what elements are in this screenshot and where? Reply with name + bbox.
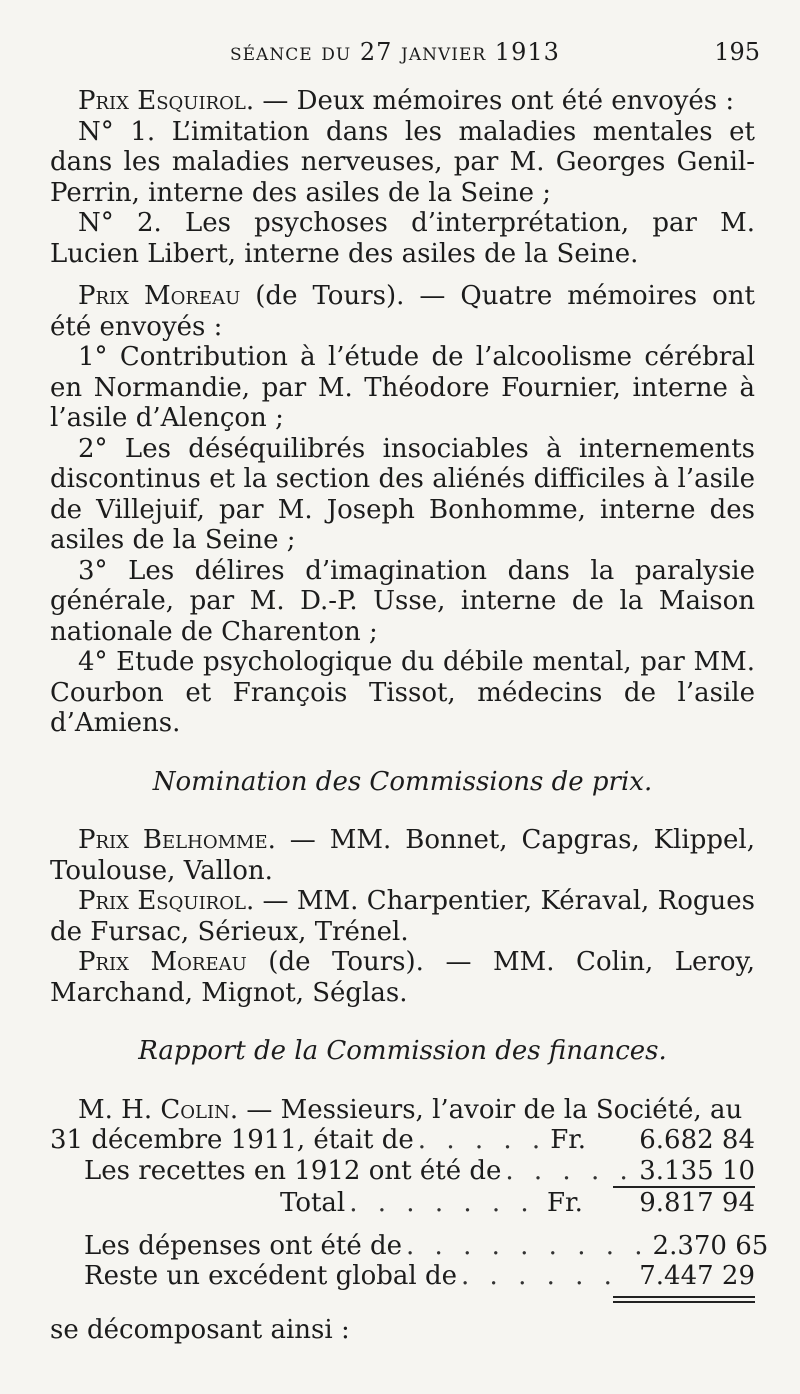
finance-dots: . . . . . . . xyxy=(349,1188,535,1218)
finance-dots: . . . . . xyxy=(505,1155,634,1186)
finance-label: Reste un excédent global de xyxy=(84,1261,458,1291)
prix-moreau-item-1: 1° Contribution à l’étude de l’alcoolisme cérébral en Normandie, par M. Théodore Fournier, interne à l’asile d’Alençon ; xyxy=(50,342,755,433)
finance-row-avoir xyxy=(50,1125,755,1156)
final-double-rule xyxy=(613,1296,755,1303)
prix-esquirol-intro: — Deux mémoires ont été envoyés : xyxy=(254,86,735,116)
prix-esquirol-paragraph xyxy=(50,86,755,117)
nomination-belhomme xyxy=(50,825,755,886)
finance-amount: 6.682 84 xyxy=(639,1125,755,1155)
nomination-moreau xyxy=(50,947,755,1008)
nomination-heading: Nomination des Commissions de prix. xyxy=(152,766,653,797)
rapport-intro xyxy=(50,1095,755,1126)
page-header xyxy=(0,38,800,72)
finance-row-recettes xyxy=(50,1156,755,1187)
finance-currency: Fr. xyxy=(547,1188,583,1218)
finance-label: Total xyxy=(280,1188,346,1218)
prix-moreau-intro: (de Tours). — Quatre mémoires ont été envoyés : xyxy=(50,281,755,342)
nomination-esquirol-title: Prix Esquirol. xyxy=(78,886,255,916)
prix-moreau-item-3: 3° Les délires d’imagination dans la paralysie générale, par M. D.-P. Usse, interne de la Maison nationale de Charenton ; xyxy=(50,555,755,647)
prix-moreau-item-4: 4° Etude psychologique du débile mental, par MM. Courbon et François Tissot, médecins de l’asile d’Amiens. xyxy=(50,647,755,738)
prix-esquirol-item-2: N° 2. Les psychoses d’interprétation, par M. Lucien Libert, interne des asiles de la Seine. xyxy=(50,208,755,269)
finance-row-excedent xyxy=(50,1261,755,1292)
nomination-belhomme-text: — MM. Bonnet, Capgras, Klippel, Toulouse, Vallon. xyxy=(50,825,755,886)
finance-dots: . . . . . . xyxy=(461,1261,618,1291)
running-title: séance du 27 janvier 1913 xyxy=(230,38,560,66)
finance-amount: 3.135 10 xyxy=(639,1155,755,1186)
finance-amount: 2.370 65 xyxy=(652,1230,769,1261)
prix-esquirol-title: Prix Esquirol. xyxy=(78,86,255,116)
finance-label: Les recettes en 1912 ont été de xyxy=(84,1155,502,1186)
prix-moreau-paragraph xyxy=(50,281,755,342)
finance-label: 31 décembre 1911, était de xyxy=(50,1125,414,1155)
nomination-moreau-title: Prix Moreau xyxy=(78,947,247,977)
finance-amount: 7.447 29 xyxy=(639,1261,755,1291)
finance-dots: . . . . . xyxy=(417,1125,547,1155)
rapport-heading: Rapport de la Commission des finances. xyxy=(138,1036,667,1066)
finance-dots: . . . . . . . . . xyxy=(406,1230,649,1261)
nomination-belhomme-title: Prix Belhomme. xyxy=(78,825,276,855)
finance-row-total xyxy=(50,1188,755,1219)
nomination-moreau-text: (de Tours). — MM. Colin, Leroy, Marchand, Mignot, Séglas. xyxy=(50,947,756,1008)
finance-label: Les dépenses ont été de xyxy=(84,1230,403,1261)
closing-line: se décomposant ainsi : xyxy=(50,1314,350,1345)
prix-moreau-title: Prix Moreau xyxy=(78,281,241,311)
finance-currency: Fr. xyxy=(550,1125,587,1155)
nomination-esquirol xyxy=(50,886,755,947)
finance-row-depenses xyxy=(50,1230,769,1262)
rapport-intro-text: — Messieurs, l’avoir de la Société, au xyxy=(238,1094,743,1125)
prix-moreau-item-2: 2° Les déséquilibrés insociables à internements discontinus et la section des aliénés difficiles à l’asile de Villejuif, par M. Joseph Bonhomme, interne des asiles de la Seine ; xyxy=(50,433,755,555)
page-number: 195 xyxy=(714,38,760,66)
text-body xyxy=(50,86,769,1345)
prix-esquirol-item-1: N° 1. L’imitation dans les maladies mentales et dans les maladies nerveuses, par M. Georges Genil-Perrin, interne des asiles de la Seine ; xyxy=(50,116,755,208)
finance-amount: 9.817 94 xyxy=(639,1188,755,1218)
nomination-esquirol-text: — MM. Charpentier, Kéraval, Rogues de Fursac, Sérieux, Trénel. xyxy=(50,886,755,947)
rapport-speaker: M. H. Colin. xyxy=(78,1094,239,1125)
